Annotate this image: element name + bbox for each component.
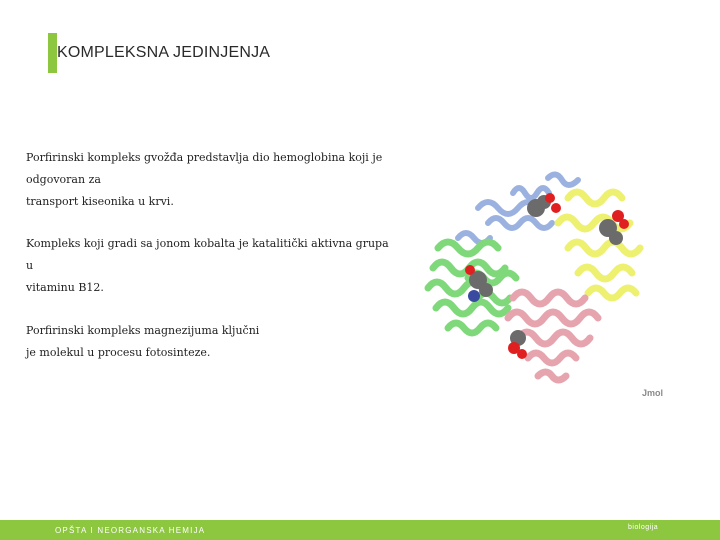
paragraph-magnesium [26, 320, 376, 364]
paragraph-line: Porfirinski kompleks magnezijuma ključni [26, 324, 260, 337]
protein-chain-yellow [558, 192, 640, 298]
paragraph-line: Kompleks koji gradi sa jonom kobalta je katalitički aktivna grupa [26, 237, 389, 250]
paragraph-line: u [26, 259, 34, 272]
title-accent-bar [48, 33, 57, 73]
footer-department: biologija [628, 524, 659, 531]
paragraph-iron-porphyrin [26, 147, 383, 213]
paragraph-line: transport kiseonika u krvi. [26, 195, 174, 208]
image-caption: Jmol [642, 388, 664, 398]
footer-bar [0, 520, 720, 540]
hemoglobin-molecule-icon [418, 168, 670, 390]
protein-chain-green [428, 242, 516, 333]
heme-group-bottom [508, 330, 527, 359]
slide-title: KOMPLEKSNA JEDINJENJA [57, 44, 271, 61]
paragraph-line: odgovoran za [26, 173, 101, 186]
paragraph-line: vitaminu B12. [26, 281, 104, 294]
paragraph-line: Porfirinski kompleks gvožđa predstavlja dio hemoglobina koji je [26, 151, 383, 164]
paragraph-line: je molekul u procesu fotosinteze. [26, 346, 211, 359]
paragraph-cobalt [26, 233, 389, 299]
footer-course-title: OPŠTA I NEORGANSKA HEMIJA [55, 526, 206, 535]
